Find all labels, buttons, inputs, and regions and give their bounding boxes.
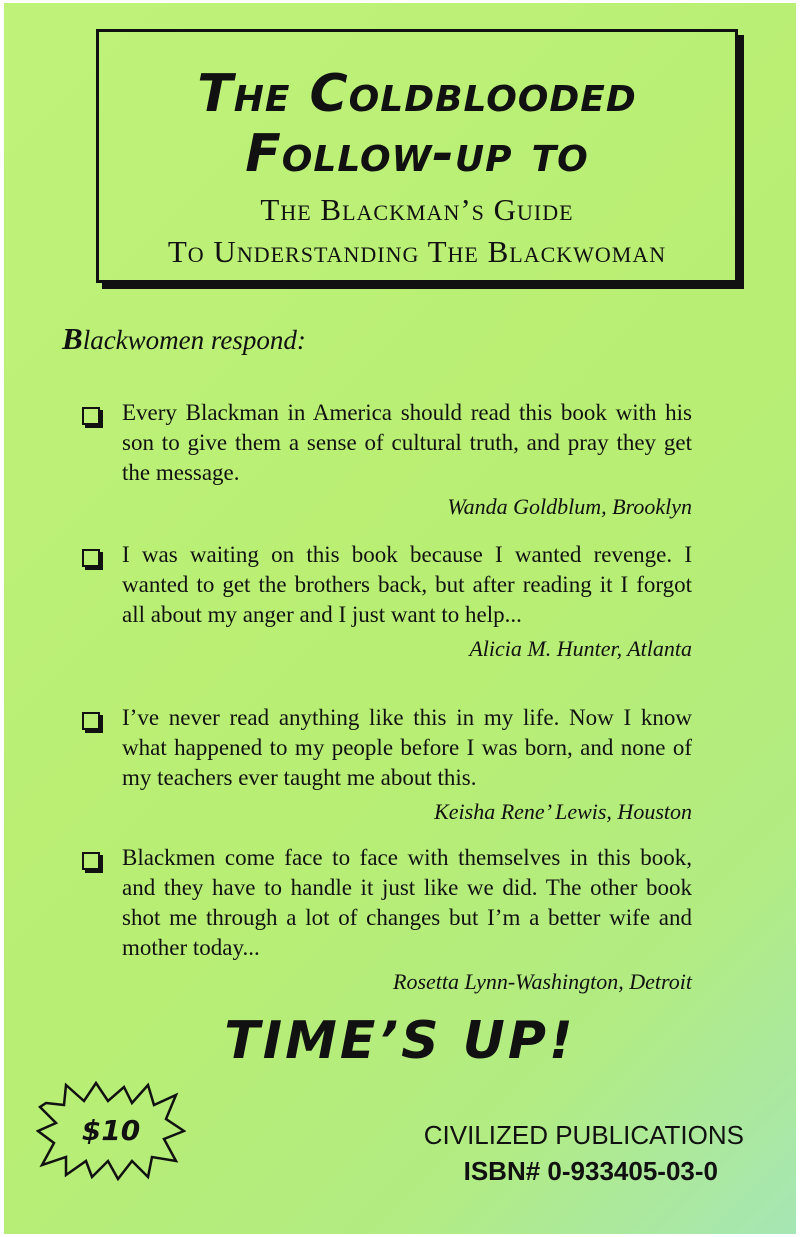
- checkbox-icon: [82, 407, 100, 425]
- respond-heading-text: lackwomen respond:: [82, 325, 306, 355]
- title-line-1: The Coldblooded: [197, 64, 637, 124]
- respond-heading: [62, 321, 306, 357]
- price-badge: [36, 1081, 186, 1181]
- price-label: $10: [81, 1114, 141, 1147]
- testimonial-text: I was waiting on this book because I wanted revenge. I wanted to get the brothers back, but after reading it I forgot all about my anger and I just want to help...: [122, 542, 692, 627]
- slogan: TIME’S UP!: [224, 1011, 576, 1071]
- title-line-4: To Understanding The Blackwoman: [167, 234, 667, 269]
- title-line-2: Follow-up to: [245, 124, 589, 184]
- checkbox-icon: [82, 852, 100, 870]
- book-back-cover: [4, 3, 796, 1234]
- respond-heading-initial: B: [62, 321, 83, 356]
- testimonial-author: Keisha Rene’ Lewis, Houston: [434, 799, 692, 824]
- testimonial-text: Every Blackman in America should read this book with his son to give them a sense of cultural truth, and pray they get the message.: [122, 400, 692, 485]
- checkbox-icon: [82, 712, 100, 730]
- isbn-number: ISBN# 0-933405-03-0: [463, 1156, 718, 1186]
- testimonial-author: Wanda Goldblum, Brooklyn: [447, 494, 692, 519]
- title-line-3: The Blackman’s Guide: [260, 192, 574, 227]
- testimonial-text: I’ve never read anything like this in my life. Now I know what happened to my people before I was born, and none of my teachers ever taught me about this.: [122, 705, 692, 790]
- publisher-name: CIVILIZED PUBLICATIONS: [423, 1120, 744, 1150]
- testimonial-author: Rosetta Lynn-Washington, Detroit: [393, 969, 692, 994]
- checkbox-icon: [82, 549, 100, 567]
- testimonial-text: Blackmen come face to face with themselves in this book, and they have to handle it just like we did. The other book shot me through a lot of changes but I’m a better wife and mother today...: [122, 845, 692, 960]
- testimonial: [82, 843, 692, 997]
- testimonial: [82, 540, 692, 664]
- testimonial-author: Alicia M. Hunter, Atlanta: [469, 636, 692, 661]
- testimonial: [82, 398, 692, 522]
- title-box: [96, 29, 738, 283]
- testimonial: [82, 703, 692, 827]
